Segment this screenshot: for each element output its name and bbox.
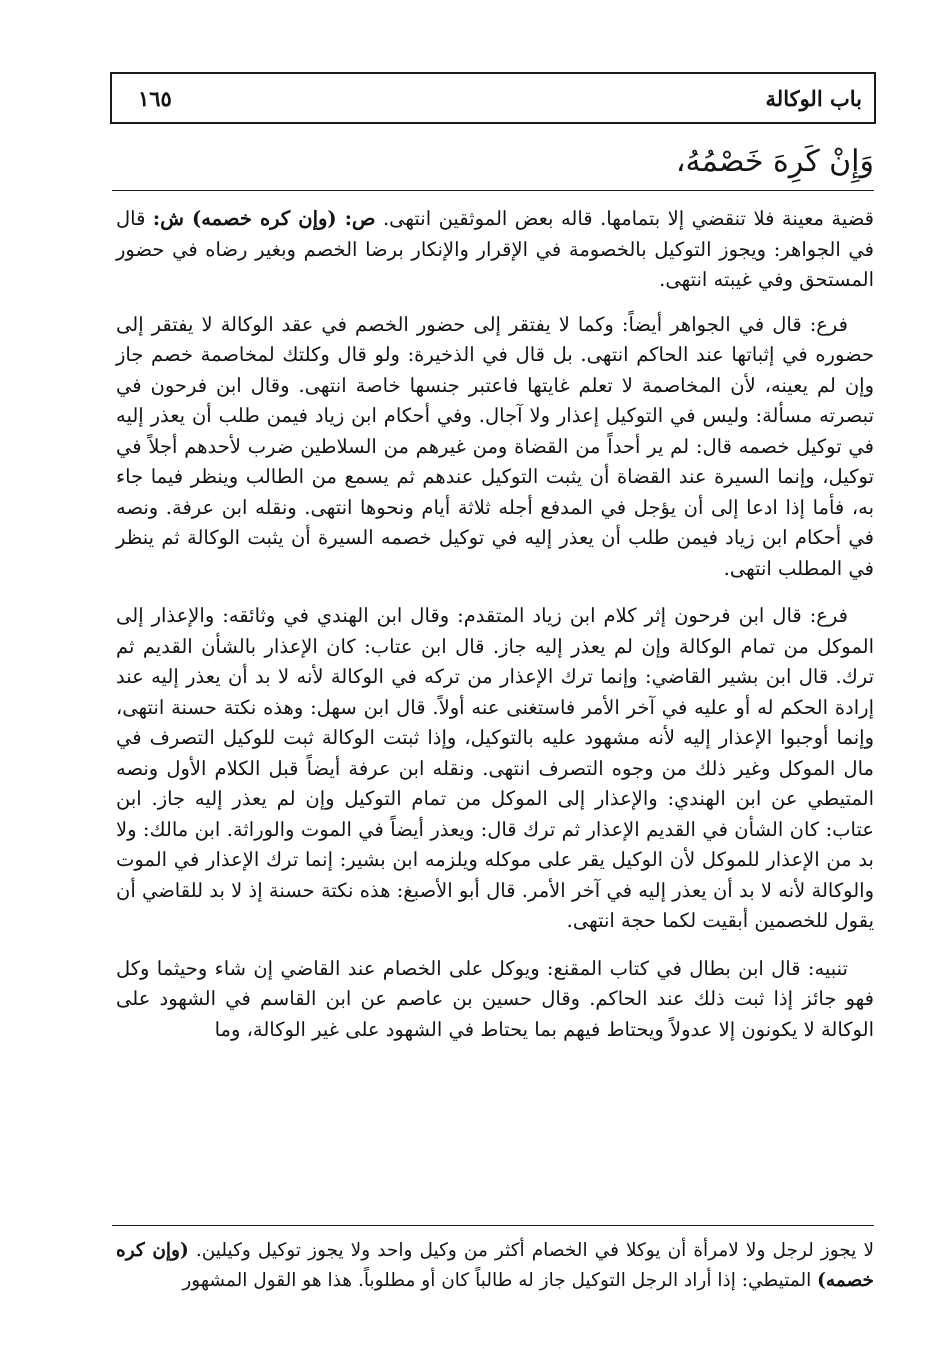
intro-bold-marker: ص: (وإن كره خصمه) ش:	[152, 207, 376, 230]
footnote-bold-marker: (وإن كره خصمه)	[116, 1240, 874, 1291]
top-divider	[112, 190, 874, 191]
footnote-paragraph	[116, 1236, 874, 1296]
intro-text-after: قال في الجواهر: ويجوز التوكيل بالخصومة في الإقرار والإنكار برضا الخصم وبغير رضاه في حضور المستحق وفي غيبته انتهى.	[116, 207, 874, 291]
footnote-section	[116, 1236, 874, 1296]
intro-text-before: قضية معينة فلا تنقضي إلا بتمامها. قاله بعض الموثقين انتهى.	[382, 207, 874, 230]
commentary-paragraph-far2: فرع: قال ابن فرحون إثر كلام ابن زياد المتقدم: وقال ابن الهندي في وثائقه: والإعذار إلى الموكل من تمام الوكالة وإن لم يعذر إليه جاز. قال ابن عتاب: كان الإعذار بالشأن القديم ثم ترك. قال ابن بشير القاضي: وإنما ترك الإعذار من تركه في الوكالة لأنه لا بد أن يعذر إليه عند إرادة الحكم له أو عليه في آخر الأمر فاستغنى عنه أولاً. قال ابن سهل: وهذه نكتة حسنة انتهى، وإنما أوجبوا الإعذار إليه لأنه مشهود عليه بالتوكيل، وإذا ثبتت الوكالة ثبت للوكيل التصرف في مال الموكل وغير ذلك من وجوه التصرف انتهى. ونقله ابن عرفة أيضاً قبل الكلام الأول ونصه المتيطي عن ابن الهندي: والإعذار إلى الموكل من تمام التوكيل وإن لم يعذر إليه جاز. ابن عتاب: كان الشأن في القديم الإعذار ثم ترك قال: ويعذر أيضاً في الموت والوراثة. ابن مالك: ولا بد من الإعذار للموكل لأن الوكيل يقر على موكله ويلزمه ابن بشير: إنما ترك الإعذار في الموت والوكالة لأنه لا بد أن يعذر إليه في آخر الأمر. قال أبو الأصبغ: هذه نكتة حسنة إذ لا بد للقاضي أن يقول للخصمين أبقيت لكما حجة انتهى.	[116, 604, 874, 932]
commentary-paragraph-tanbih: تنبيه: قال ابن بطال في كتاب المقنع: ويوكل على الخصام عند القاضي إن شاء وحيثما وكل فهو جائز إذا ثبت ذلك عند الحاكم. وقال حسين بن عاصم عن ابن القاسم في الشهود على الوكالة لا يكونون إلا عدولاً ويحتاط فيهم بما يحتاط في الشهود على غير الوكالة، وما	[116, 956, 874, 1041]
footnote-text-after: المتيطي: إذا أراد الرجل التوكيل جاز له طالباً كان أو مطلوباً. هذا هو القول المشهور	[182, 1270, 812, 1291]
footnote-text-before: لا يجوز لرجل ولا لامرأة أن يوكلا في الخصام أكثر من وكيل واحد ولا يجوز توكيل وكيلين.	[195, 1240, 875, 1261]
chapter-title: باب الوكالة	[765, 86, 862, 111]
running-header	[110, 72, 876, 124]
commentary-paragraph-far1: فرع: قال في الجواهر أيضاً: وكما لا يفتقر إلى حضور الخصم في عقد الوكالة لا يفتقر إلى حضوره في إثباتها عند الحاكم انتهى. بل قال في الذخيرة: ولو قال وكلتك لمخاصمة خصم جاز وإن لم يعينه، لأن المخاصمة لا تعلم غايتها فاعتبر جنسها خاصة انتهى. وقال ابن فرحون في تبصرته مسألة: وليس في التوكيل إعذار ولا آجال. وفي أحكام ابن زياد فيمن طلب أن يعذر إليه في توكيل خصمه قال: لم ير أحداً من القضاة ومن غيرهم من السلاطين ضرب لأحدهم أجلاً في توكيل، وإنما السيرة عند القضاة أن يثبت التوكيل عندهم ثم يسمع من الطالب وينظر فيما جاء به، فأما إذا ادعا إلى أن يؤجل في المدفع أجله ثلاثة أيام ونحوها انتهى. ونقله ابن عرفة. ونصه في أحكام ابن زياد فيمن طلب أن يعذر إليه في توكيل خصمه السيرة أن يثبت الوكالة ثم ينظر في المطلب انتهى.	[116, 312, 874, 580]
footnote-divider	[112, 1225, 874, 1226]
page-number: ١٦٥	[138, 86, 172, 111]
matn-verse: وَإِنْ كَرِهَ خَصْمُهُ،	[675, 144, 874, 179]
commentary-body	[116, 204, 874, 1062]
commentary-intro-paragraph	[116, 204, 874, 296]
